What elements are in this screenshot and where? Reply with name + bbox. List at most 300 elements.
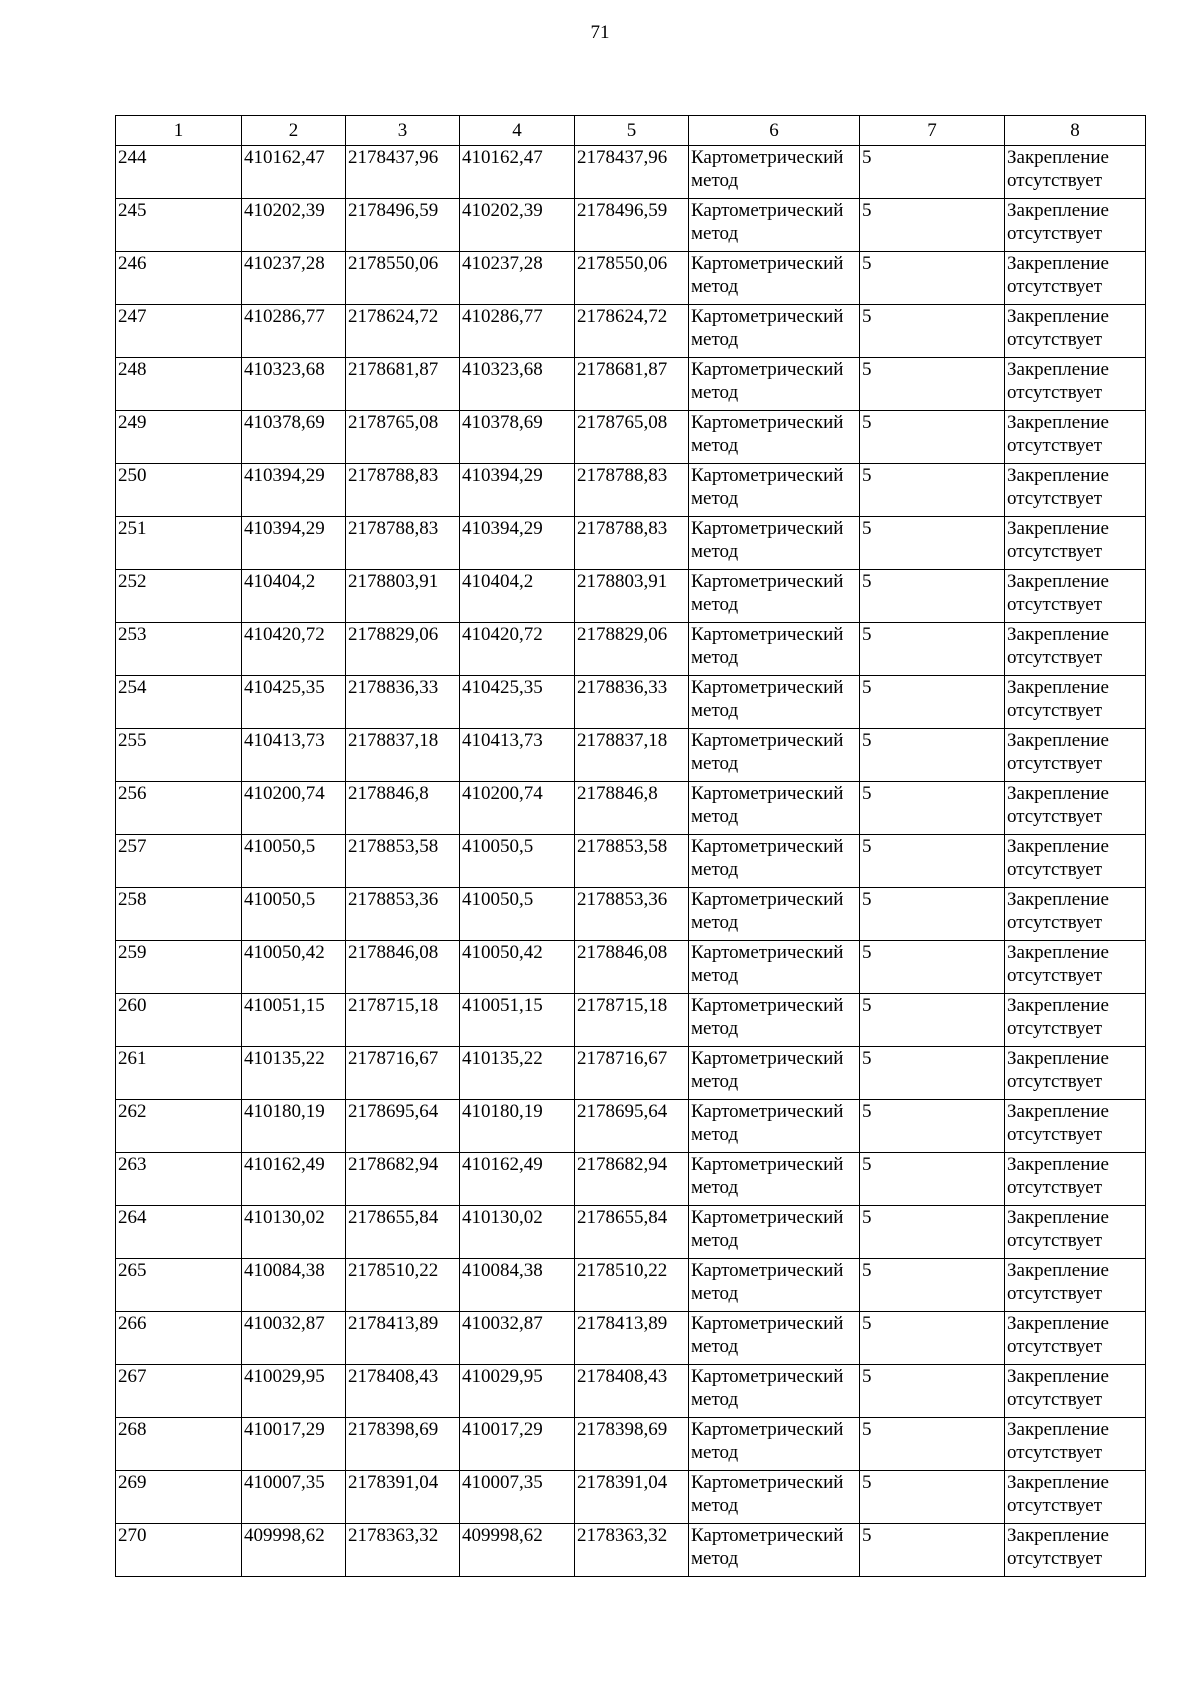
method-text: метод <box>691 1495 739 1516</box>
point-number-cell: 258 <box>116 888 242 941</box>
y-coordinate-cell: 2178655,84 <box>346 1206 460 1259</box>
y-coordinate-cell: 2178550,06 <box>575 252 689 305</box>
x-coordinate-cell: 410413,73 <box>242 729 346 782</box>
method-text: Картометрический <box>691 1101 844 1122</box>
method-cell <box>689 464 860 517</box>
method-text: Картометрический <box>691 836 844 857</box>
point-number-cell: 250 <box>116 464 242 517</box>
method-text: метод <box>691 1018 739 1039</box>
fixation-cell <box>1005 1153 1146 1206</box>
y-coordinate-cell: 2178829,06 <box>575 623 689 676</box>
y-coordinate-cell: 2178716,67 <box>346 1047 460 1100</box>
method-cell <box>689 146 860 199</box>
y-coordinate-cell: 2178846,8 <box>346 782 460 835</box>
point-number-cell: 251 <box>116 517 242 570</box>
x-coordinate-cell: 410394,29 <box>242 464 346 517</box>
x-coordinate-cell: 410420,72 <box>460 623 575 676</box>
x-coordinate-cell: 410007,35 <box>460 1471 575 1524</box>
fixation-text: отсутствует <box>1007 700 1103 721</box>
fixation-cell <box>1005 411 1146 464</box>
y-coordinate-cell: 2178846,8 <box>575 782 689 835</box>
y-coordinate-cell: 2178391,04 <box>575 1471 689 1524</box>
method-text: метод <box>691 223 739 244</box>
point-number-cell: 249 <box>116 411 242 464</box>
x-coordinate-cell: 409998,62 <box>460 1524 575 1577</box>
point-number-cell: 262 <box>116 1100 242 1153</box>
x-coordinate-cell: 410378,69 <box>242 411 346 464</box>
accuracy-cell: 5 <box>860 623 1005 676</box>
fixation-text: Закрепление <box>1007 200 1109 221</box>
fixation-cell <box>1005 1259 1146 1312</box>
x-coordinate-cell: 410051,15 <box>242 994 346 1047</box>
point-number-cell: 269 <box>116 1471 242 1524</box>
fixation-text: отсутствует <box>1007 912 1103 933</box>
method-cell <box>689 676 860 729</box>
y-coordinate-cell: 2178803,91 <box>575 570 689 623</box>
y-coordinate-cell: 2178829,06 <box>346 623 460 676</box>
fixation-cell <box>1005 941 1146 994</box>
fixation-text: отсутствует <box>1007 1071 1103 1092</box>
accuracy-cell: 5 <box>860 1418 1005 1471</box>
fixation-cell <box>1005 1047 1146 1100</box>
x-coordinate-cell: 410007,35 <box>242 1471 346 1524</box>
point-number-cell: 253 <box>116 623 242 676</box>
method-text: Картометрический <box>691 412 844 433</box>
y-coordinate-cell: 2178716,67 <box>575 1047 689 1100</box>
y-coordinate-cell: 2178624,72 <box>575 305 689 358</box>
method-text: Картометрический <box>691 1154 844 1175</box>
table-row <box>116 1100 1146 1153</box>
fixation-cell <box>1005 570 1146 623</box>
accuracy-cell: 5 <box>860 252 1005 305</box>
method-cell <box>689 1100 860 1153</box>
y-coordinate-cell: 2178715,18 <box>346 994 460 1047</box>
method-cell <box>689 941 860 994</box>
point-number-cell: 268 <box>116 1418 242 1471</box>
fixation-text: отсутствует <box>1007 1230 1103 1251</box>
y-coordinate-cell: 2178681,87 <box>346 358 460 411</box>
table-row <box>116 623 1146 676</box>
accuracy-cell: 5 <box>860 1524 1005 1577</box>
y-coordinate-cell: 2178853,58 <box>575 835 689 888</box>
fixation-cell <box>1005 1471 1146 1524</box>
method-text: Картометрический <box>691 1260 844 1281</box>
x-coordinate-cell: 410050,5 <box>242 835 346 888</box>
accuracy-cell: 5 <box>860 1471 1005 1524</box>
method-text: метод <box>691 1177 739 1198</box>
accuracy-cell: 5 <box>860 676 1005 729</box>
x-coordinate-cell: 410017,29 <box>460 1418 575 1471</box>
column-header-8: 8 <box>1005 116 1146 146</box>
x-coordinate-cell: 410202,39 <box>242 199 346 252</box>
accuracy-cell: 5 <box>860 782 1005 835</box>
method-cell <box>689 1153 860 1206</box>
fixation-text: Закрепление <box>1007 1207 1109 1228</box>
accuracy-cell: 5 <box>860 517 1005 570</box>
fixation-cell <box>1005 888 1146 941</box>
method-text: Картометрический <box>691 518 844 539</box>
fixation-text: Закрепление <box>1007 1154 1109 1175</box>
y-coordinate-cell: 2178682,94 <box>346 1153 460 1206</box>
x-coordinate-cell: 410420,72 <box>242 623 346 676</box>
column-header-4: 4 <box>460 116 575 146</box>
fixation-text: Закрепление <box>1007 412 1109 433</box>
point-number-cell: 264 <box>116 1206 242 1259</box>
table-header <box>116 116 1146 146</box>
table-row <box>116 941 1146 994</box>
y-coordinate-cell: 2178655,84 <box>575 1206 689 1259</box>
method-text: метод <box>691 753 739 774</box>
x-coordinate-cell: 410135,22 <box>460 1047 575 1100</box>
fixation-text: Закрепление <box>1007 1101 1109 1122</box>
table-row <box>116 1047 1146 1100</box>
y-coordinate-cell: 2178413,89 <box>346 1312 460 1365</box>
fixation-text: Закрепление <box>1007 465 1109 486</box>
table-row <box>116 1524 1146 1577</box>
table-row <box>116 888 1146 941</box>
x-coordinate-cell: 410162,47 <box>242 146 346 199</box>
table-row <box>116 729 1146 782</box>
y-coordinate-cell: 2178550,06 <box>346 252 460 305</box>
table-body <box>116 146 1146 1577</box>
point-number-cell: 254 <box>116 676 242 729</box>
method-text: Картометрический <box>691 677 844 698</box>
fixation-text: отсутствует <box>1007 329 1103 350</box>
y-coordinate-cell: 2178398,69 <box>346 1418 460 1471</box>
y-coordinate-cell: 2178836,33 <box>346 676 460 729</box>
accuracy-cell: 5 <box>860 1312 1005 1365</box>
fixation-text: отсутствует <box>1007 541 1103 562</box>
column-header-6: 6 <box>689 116 860 146</box>
column-header-2: 2 <box>242 116 346 146</box>
accuracy-cell: 5 <box>860 570 1005 623</box>
method-text: метод <box>691 1442 739 1463</box>
fixation-text: отсутствует <box>1007 753 1103 774</box>
fixation-text: Закрепление <box>1007 1366 1109 1387</box>
method-text: метод <box>691 700 739 721</box>
fixation-text: Закрепление <box>1007 1048 1109 1069</box>
method-text: метод <box>691 594 739 615</box>
point-number-cell: 267 <box>116 1365 242 1418</box>
fixation-cell <box>1005 1206 1146 1259</box>
x-coordinate-cell: 410084,38 <box>242 1259 346 1312</box>
page-number: 71 <box>590 22 610 43</box>
y-coordinate-cell: 2178682,94 <box>575 1153 689 1206</box>
fixation-cell <box>1005 1524 1146 1577</box>
x-coordinate-cell: 410404,2 <box>460 570 575 623</box>
x-coordinate-cell: 410323,68 <box>460 358 575 411</box>
header-row <box>116 116 1146 146</box>
point-number-cell: 266 <box>116 1312 242 1365</box>
fixation-text: Закрепление <box>1007 1472 1109 1493</box>
point-number-cell: 252 <box>116 570 242 623</box>
fixation-text: Закрепление <box>1007 624 1109 645</box>
y-coordinate-cell: 2178413,89 <box>575 1312 689 1365</box>
x-coordinate-cell: 410032,87 <box>242 1312 346 1365</box>
fixation-text: Закрепление <box>1007 1260 1109 1281</box>
y-coordinate-cell: 2178836,33 <box>575 676 689 729</box>
y-coordinate-cell: 2178695,64 <box>575 1100 689 1153</box>
x-coordinate-cell: 410180,19 <box>242 1100 346 1153</box>
fixation-cell <box>1005 729 1146 782</box>
method-text: метод <box>691 329 739 350</box>
method-text: Картометрический <box>691 1525 844 1546</box>
method-cell <box>689 623 860 676</box>
table-row <box>116 994 1146 1047</box>
fixation-cell <box>1005 994 1146 1047</box>
accuracy-cell: 5 <box>860 1365 1005 1418</box>
fixation-text: отсутствует <box>1007 1283 1103 1304</box>
table-row <box>116 1365 1146 1418</box>
y-coordinate-cell: 2178788,83 <box>575 517 689 570</box>
point-number-cell: 248 <box>116 358 242 411</box>
point-number-cell: 244 <box>116 146 242 199</box>
method-cell <box>689 305 860 358</box>
method-text: метод <box>691 1230 739 1251</box>
x-coordinate-cell: 410162,47 <box>460 146 575 199</box>
table-row <box>116 199 1146 252</box>
fixation-text: отсутствует <box>1007 1548 1103 1569</box>
x-coordinate-cell: 410029,95 <box>460 1365 575 1418</box>
method-cell <box>689 994 860 1047</box>
fixation-text: Закрепление <box>1007 942 1109 963</box>
accuracy-cell: 5 <box>860 1100 1005 1153</box>
method-text: Картометрический <box>691 730 844 751</box>
accuracy-cell: 5 <box>860 888 1005 941</box>
point-number-cell: 257 <box>116 835 242 888</box>
x-coordinate-cell: 410050,5 <box>460 835 575 888</box>
x-coordinate-cell: 410404,2 <box>242 570 346 623</box>
fixation-text: Закрепление <box>1007 1419 1109 1440</box>
table-row <box>116 1312 1146 1365</box>
x-coordinate-cell: 409998,62 <box>242 1524 346 1577</box>
y-coordinate-cell: 2178788,83 <box>346 464 460 517</box>
fixation-text: отсутствует <box>1007 170 1103 191</box>
y-coordinate-cell: 2178363,32 <box>575 1524 689 1577</box>
method-cell <box>689 888 860 941</box>
method-text: Картометрический <box>691 465 844 486</box>
method-cell <box>689 1418 860 1471</box>
table-row <box>116 676 1146 729</box>
accuracy-cell: 5 <box>860 411 1005 464</box>
x-coordinate-cell: 410162,49 <box>460 1153 575 1206</box>
x-coordinate-cell: 410237,28 <box>460 252 575 305</box>
table-row <box>116 517 1146 570</box>
method-text: метод <box>691 541 739 562</box>
accuracy-cell: 5 <box>860 941 1005 994</box>
fixation-text: отсутствует <box>1007 1177 1103 1198</box>
table-row <box>116 1259 1146 1312</box>
method-cell <box>689 1524 860 1577</box>
fixation-text: отсутствует <box>1007 1018 1103 1039</box>
method-text: метод <box>691 912 739 933</box>
method-cell <box>689 411 860 464</box>
fixation-text: Закрепление <box>1007 889 1109 910</box>
fixation-cell <box>1005 146 1146 199</box>
method-text: метод <box>691 1548 739 1569</box>
method-cell <box>689 1365 860 1418</box>
x-coordinate-cell: 410202,39 <box>460 199 575 252</box>
x-coordinate-cell: 410130,02 <box>242 1206 346 1259</box>
y-coordinate-cell: 2178408,43 <box>346 1365 460 1418</box>
method-text: Картометрический <box>691 624 844 645</box>
method-cell <box>689 252 860 305</box>
y-coordinate-cell: 2178803,91 <box>346 570 460 623</box>
fixation-text: отсутствует <box>1007 859 1103 880</box>
y-coordinate-cell: 2178437,96 <box>575 146 689 199</box>
method-text: Картометрический <box>691 995 844 1016</box>
x-coordinate-cell: 410394,29 <box>460 464 575 517</box>
method-text: метод <box>691 382 739 403</box>
table-row <box>116 358 1146 411</box>
fixation-text: отсутствует <box>1007 594 1103 615</box>
y-coordinate-cell: 2178788,83 <box>346 517 460 570</box>
point-number-cell: 247 <box>116 305 242 358</box>
table-row <box>116 835 1146 888</box>
accuracy-cell: 5 <box>860 1206 1005 1259</box>
method-cell <box>689 517 860 570</box>
table-row <box>116 1471 1146 1524</box>
x-coordinate-cell: 410051,15 <box>460 994 575 1047</box>
method-text: Картометрический <box>691 942 844 963</box>
y-coordinate-cell: 2178837,18 <box>346 729 460 782</box>
method-cell <box>689 1312 860 1365</box>
point-number-cell: 259 <box>116 941 242 994</box>
method-text: Картометрический <box>691 783 844 804</box>
method-cell <box>689 1206 860 1259</box>
y-coordinate-cell: 2178715,18 <box>575 994 689 1047</box>
x-coordinate-cell: 410286,77 <box>460 305 575 358</box>
x-coordinate-cell: 410032,87 <box>460 1312 575 1365</box>
y-coordinate-cell: 2178496,59 <box>575 199 689 252</box>
method-text: метод <box>691 965 739 986</box>
fixation-text: отсутствует <box>1007 488 1103 509</box>
y-coordinate-cell: 2178510,22 <box>575 1259 689 1312</box>
fixation-text: отсутствует <box>1007 223 1103 244</box>
accuracy-cell: 5 <box>860 464 1005 517</box>
fixation-text: Закрепление <box>1007 359 1109 380</box>
fixation-cell <box>1005 464 1146 517</box>
method-cell <box>689 199 860 252</box>
table-row <box>116 1418 1146 1471</box>
method-text: метод <box>691 170 739 191</box>
fixation-text: отсутствует <box>1007 276 1103 297</box>
x-coordinate-cell: 410084,38 <box>460 1259 575 1312</box>
y-coordinate-cell: 2178398,69 <box>575 1418 689 1471</box>
method-text: метод <box>691 1071 739 1092</box>
fixation-text: Закрепление <box>1007 306 1109 327</box>
fixation-text: Закрепление <box>1007 783 1109 804</box>
table-row <box>116 1206 1146 1259</box>
accuracy-cell: 5 <box>860 1047 1005 1100</box>
method-cell <box>689 729 860 782</box>
fixation-cell <box>1005 676 1146 729</box>
point-number-cell: 256 <box>116 782 242 835</box>
method-text: метод <box>691 276 739 297</box>
fixation-text: Закрепление <box>1007 836 1109 857</box>
x-coordinate-cell: 410286,77 <box>242 305 346 358</box>
x-coordinate-cell: 410425,35 <box>242 676 346 729</box>
method-cell <box>689 782 860 835</box>
x-coordinate-cell: 410017,29 <box>242 1418 346 1471</box>
method-cell <box>689 570 860 623</box>
y-coordinate-cell: 2178437,96 <box>346 146 460 199</box>
accuracy-cell: 5 <box>860 729 1005 782</box>
method-text: метод <box>691 647 739 668</box>
fixation-cell <box>1005 1365 1146 1418</box>
fixation-text: отсутствует <box>1007 647 1103 668</box>
fixation-cell <box>1005 1418 1146 1471</box>
fixation-text: отсутствует <box>1007 965 1103 986</box>
accuracy-cell: 5 <box>860 305 1005 358</box>
y-coordinate-cell: 2178681,87 <box>575 358 689 411</box>
fixation-text: Закрепление <box>1007 147 1109 168</box>
fixation-text: Закрепление <box>1007 995 1109 1016</box>
method-text: метод <box>691 1389 739 1410</box>
table-row <box>116 411 1146 464</box>
method-cell <box>689 835 860 888</box>
fixation-cell <box>1005 305 1146 358</box>
fixation-cell <box>1005 517 1146 570</box>
x-coordinate-cell: 410394,29 <box>242 517 346 570</box>
x-coordinate-cell: 410378,69 <box>460 411 575 464</box>
fixation-text: Закрепление <box>1007 253 1109 274</box>
method-cell <box>689 1047 860 1100</box>
table-row <box>116 1153 1146 1206</box>
table-row <box>116 305 1146 358</box>
fixation-cell <box>1005 252 1146 305</box>
accuracy-cell: 5 <box>860 1153 1005 1206</box>
x-coordinate-cell: 410425,35 <box>460 676 575 729</box>
method-text: Картометрический <box>691 889 844 910</box>
fixation-cell <box>1005 623 1146 676</box>
method-text: Картометрический <box>691 1419 844 1440</box>
method-text: Картометрический <box>691 253 844 274</box>
x-coordinate-cell: 410413,73 <box>460 729 575 782</box>
y-coordinate-cell: 2178765,08 <box>346 411 460 464</box>
fixation-text: Закрепление <box>1007 1525 1109 1546</box>
fixation-cell <box>1005 1100 1146 1153</box>
method-cell <box>689 1471 860 1524</box>
y-coordinate-cell: 2178695,64 <box>346 1100 460 1153</box>
x-coordinate-cell: 410050,42 <box>460 941 575 994</box>
method-text: метод <box>691 488 739 509</box>
x-coordinate-cell: 410200,74 <box>460 782 575 835</box>
point-number-cell: 245 <box>116 199 242 252</box>
table-row <box>116 570 1146 623</box>
x-coordinate-cell: 410050,5 <box>242 888 346 941</box>
method-text: Картометрический <box>691 200 844 221</box>
method-text: метод <box>691 1336 739 1357</box>
column-header-7: 7 <box>860 116 1005 146</box>
method-text: метод <box>691 859 739 880</box>
point-number-cell: 261 <box>116 1047 242 1100</box>
y-coordinate-cell: 2178408,43 <box>575 1365 689 1418</box>
x-coordinate-cell: 410394,29 <box>460 517 575 570</box>
method-text: Картометрический <box>691 571 844 592</box>
fixation-cell <box>1005 782 1146 835</box>
y-coordinate-cell: 2178853,58 <box>346 835 460 888</box>
accuracy-cell: 5 <box>860 146 1005 199</box>
method-text: метод <box>691 435 739 456</box>
accuracy-cell: 5 <box>860 994 1005 1047</box>
method-cell <box>689 358 860 411</box>
fixation-text: отсутствует <box>1007 1124 1103 1145</box>
method-text: Картометрический <box>691 359 844 380</box>
fixation-text: отсутствует <box>1007 1495 1103 1516</box>
accuracy-cell: 5 <box>860 1259 1005 1312</box>
y-coordinate-cell: 2178624,72 <box>346 305 460 358</box>
